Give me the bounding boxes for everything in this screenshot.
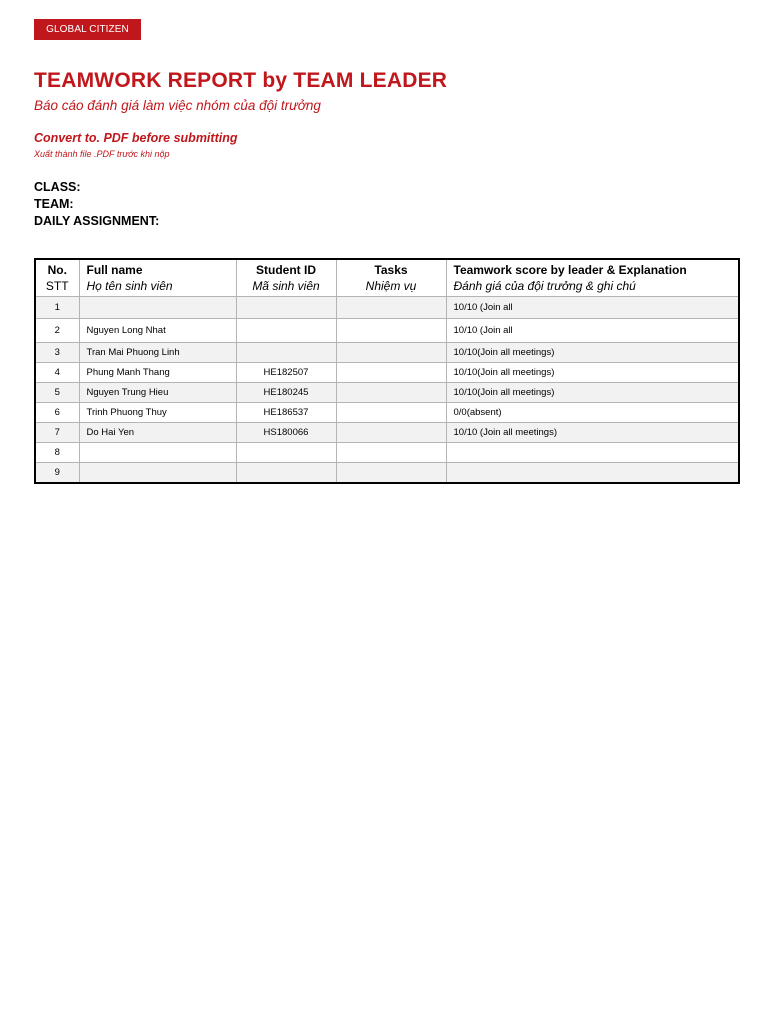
row-no: 8 bbox=[35, 443, 79, 463]
row-score bbox=[446, 463, 739, 483]
row-score: 10/10 (Join all bbox=[446, 297, 739, 319]
table-row bbox=[35, 463, 739, 483]
row-score: 10/10(Join all meetings) bbox=[446, 343, 739, 363]
row-score: 10/10(Join all meetings) bbox=[446, 383, 739, 403]
row-full-name: Nguyen Long Nhat bbox=[79, 319, 236, 343]
row-tasks bbox=[336, 463, 446, 483]
table-row bbox=[35, 443, 739, 463]
row-tasks bbox=[336, 443, 446, 463]
row-student-id: HS180066 bbox=[236, 423, 336, 443]
row-no: 5 bbox=[35, 383, 79, 403]
row-full-name: Trinh Phuong Thuy bbox=[79, 403, 236, 423]
table-row bbox=[35, 403, 739, 423]
table-row bbox=[35, 319, 739, 343]
row-score: 10/10 (Join all meetings) bbox=[446, 423, 739, 443]
row-student-id bbox=[236, 297, 336, 319]
team-label: TEAM: bbox=[34, 197, 74, 211]
class-label: CLASS: bbox=[34, 180, 81, 194]
row-full-name bbox=[79, 443, 236, 463]
row-student-id bbox=[236, 343, 336, 363]
row-tasks bbox=[336, 423, 446, 443]
row-no: 3 bbox=[35, 343, 79, 363]
col-header-student-id: Student ID Mã sinh viên bbox=[236, 259, 336, 297]
col-header-full-name: Full name Họ tên sinh viên bbox=[79, 259, 236, 297]
col-header-tasks: Tasks Nhiệm vụ bbox=[336, 259, 446, 297]
col-header-score: Teamwork score by leader & Explanation Đánh giá của đội trưởng & ghi chú bbox=[446, 259, 739, 297]
row-student-id bbox=[236, 443, 336, 463]
table-row bbox=[35, 423, 739, 443]
table-header-row bbox=[35, 259, 739, 297]
row-full-name: Nguyen Trung Hieu bbox=[79, 383, 236, 403]
row-no: 4 bbox=[35, 363, 79, 383]
row-student-id: HE182507 bbox=[236, 363, 336, 383]
row-tasks bbox=[336, 319, 446, 343]
submission-note-vi: Xuất thành file .PDF trước khi nộp bbox=[34, 149, 170, 159]
row-student-id: HE186537 bbox=[236, 403, 336, 423]
table-row bbox=[35, 297, 739, 319]
row-student-id bbox=[236, 463, 336, 483]
row-tasks bbox=[336, 403, 446, 423]
row-tasks bbox=[336, 383, 446, 403]
row-no: 1 bbox=[35, 297, 79, 319]
row-no: 7 bbox=[35, 423, 79, 443]
row-tasks bbox=[336, 343, 446, 363]
row-student-id: HE180245 bbox=[236, 383, 336, 403]
row-full-name: Phung Manh Thang bbox=[79, 363, 236, 383]
col-header-no: No. STT bbox=[35, 259, 79, 297]
row-no: 9 bbox=[35, 463, 79, 483]
row-score: 10/10(Join all meetings) bbox=[446, 363, 739, 383]
row-score bbox=[446, 443, 739, 463]
global-citizen-badge: GLOBAL CITIZEN bbox=[34, 19, 141, 40]
table-row bbox=[35, 383, 739, 403]
row-full-name bbox=[79, 297, 236, 319]
daily-assignment-label: DAILY ASSIGNMENT: bbox=[34, 214, 160, 228]
row-tasks bbox=[336, 363, 446, 383]
row-student-id bbox=[236, 319, 336, 343]
row-score: 0/0(absent) bbox=[446, 403, 739, 423]
table-row bbox=[35, 343, 739, 363]
teamwork-table bbox=[34, 258, 740, 484]
row-no: 6 bbox=[35, 403, 79, 423]
row-no: 2 bbox=[35, 319, 79, 343]
row-full-name: Do Hai Yen bbox=[79, 423, 236, 443]
row-full-name: Tran Mai Phuong Linh bbox=[79, 343, 236, 363]
row-full-name bbox=[79, 463, 236, 483]
report-subtitle: Báo cáo đánh giá làm việc nhóm của đội trưởng bbox=[34, 98, 321, 113]
row-score: 10/10 (Join all bbox=[446, 319, 739, 343]
report-title: TEAMWORK REPORT by TEAM LEADER bbox=[34, 69, 448, 92]
submission-note: Convert to. PDF before submitting bbox=[34, 131, 238, 145]
table-row bbox=[35, 363, 739, 383]
row-tasks bbox=[336, 297, 446, 319]
